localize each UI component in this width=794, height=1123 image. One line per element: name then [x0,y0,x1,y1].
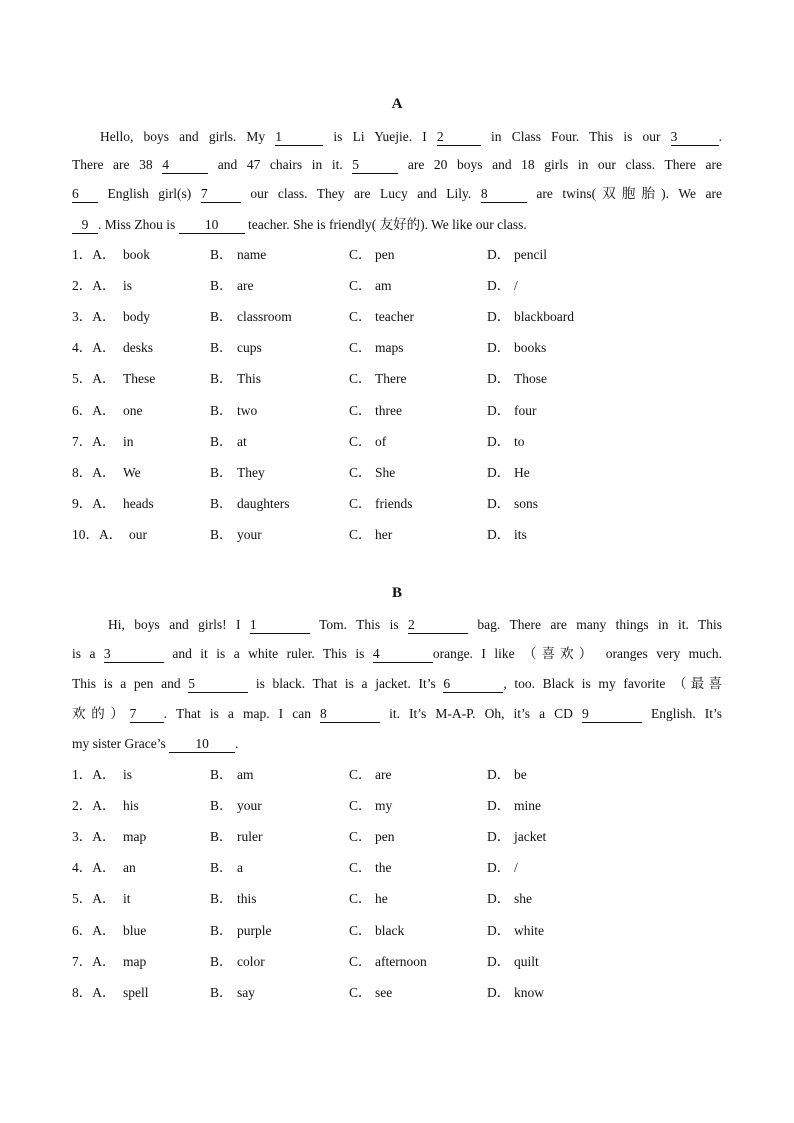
passage-text: teacher. She is friendly( 友好的). We like our class. [244,217,527,232]
option-d[interactable]: He [514,464,530,480]
option-a[interactable]: We [123,464,141,480]
option-d-letter: D． [487,340,511,356]
question-number: 8．A． [72,984,116,1000]
question-number: 5．A． [72,891,116,907]
option-b-letter: B． [210,340,233,356]
passage-text: . [235,736,239,751]
answer-blank[interactable]: 8 [320,706,380,723]
option-c[interactable]: pen [375,247,395,262]
passage-text: Hello, boys and girls. My [100,129,276,144]
answer-blank[interactable]: 4 [373,646,433,663]
passage-line [72,614,722,636]
option-b[interactable]: am [237,767,254,782]
option-c-letter: C． [349,860,372,876]
option-d[interactable]: its [514,526,527,542]
option-a[interactable]: our [129,526,147,542]
option-c-letter: C． [349,829,372,845]
answer-blank[interactable]: 7 [130,706,164,723]
question-number: 3．A． [72,309,116,325]
passage-text: are twins(双胞胎). We are [526,186,722,201]
answer-blank[interactable]: 7 [201,186,241,203]
question-row [0,338,794,358]
option-c-letter: C． [349,984,372,1000]
option-a[interactable]: desks [123,340,153,356]
question-number: 2．A． [72,798,116,814]
question-number: 4．A． [72,340,116,356]
passage-text: it. It’s M-A-P. Oh, it’s a CD [380,706,582,721]
answer-blank[interactable]: 4 [162,157,208,174]
passage-line [72,703,722,725]
passage-text: are 20 boys and 18 girls in our class. There are [398,157,722,172]
passage-text: and 47 chairs in it. [208,157,353,172]
answer-blank[interactable]: 6 [443,676,503,693]
option-c-letter: C． [349,433,372,449]
option-d[interactable]: jacket [514,829,547,845]
question-row [0,983,794,1003]
option-c-letter: C． [349,767,372,782]
option-c-letter: C． [349,526,372,542]
option-d-letter: D． [487,767,511,782]
option-d[interactable]: she [514,891,532,907]
question-row [0,921,794,941]
question-number: 9．A． [72,495,116,511]
option-b-letter: B． [210,891,233,907]
option-c[interactable]: am [375,278,392,294]
option-c[interactable]: the [375,860,392,876]
option-a[interactable]: book [123,247,150,262]
option-c-letter: C． [349,922,372,938]
option-b-letter: B． [210,278,233,294]
passage-line [72,183,722,205]
answer-blank[interactable]: 2 [437,129,481,146]
option-c[interactable]: he [375,891,388,907]
question-number: 6．A． [72,402,116,418]
question-number: 4．A． [72,860,116,876]
question-number: 2．A． [72,278,116,294]
option-a[interactable]: map [123,953,147,969]
question-row [0,827,794,847]
passage-text: English. It’s [641,706,722,721]
option-d[interactable]: white [514,922,544,938]
answer-blank[interactable]: 5 [188,676,248,693]
answer-blank[interactable]: 3 [104,646,164,663]
option-b-letter: B． [210,798,233,814]
option-b[interactable]: color [237,953,265,969]
option-d-letter: D． [487,309,511,325]
answer-blank[interactable]: 1 [250,617,310,634]
passage-text: Tom. This is [309,617,409,632]
option-a[interactable]: map [123,829,147,845]
question-number: 7．A． [72,953,116,969]
option-a[interactable]: one [123,402,143,418]
option-d[interactable]: Those [514,371,547,387]
question-row [0,432,794,452]
option-c[interactable]: teacher [375,309,414,325]
question-number: 6．A． [72,922,116,938]
option-c[interactable]: of [375,433,387,449]
option-a[interactable]: is [123,278,133,294]
passage-text: , too. Black is my favorite （最喜 [503,676,722,691]
option-b-letter: B． [210,829,233,845]
option-c[interactable]: There [375,371,407,387]
option-a[interactable]: These [123,371,156,387]
option-b[interactable]: ruler [237,829,263,845]
section-a-title: A [391,96,403,112]
option-d-letter: D． [487,798,511,814]
option-c-letter: C． [349,340,372,356]
option-a[interactable]: his [123,798,139,814]
option-d-letter: D． [487,984,511,1000]
question-row [0,765,794,785]
question-row [0,494,794,514]
option-a[interactable]: an [123,860,136,876]
option-c[interactable]: friends [375,495,413,511]
question-row [0,463,794,483]
option-d[interactable]: books [514,340,547,356]
option-b-letter: B． [210,984,233,1000]
question-row [0,796,794,816]
option-b-letter: B． [210,526,233,542]
option-d[interactable]: blackboard [514,309,574,325]
passage-text: Hi, boys and girls! I [108,617,250,632]
question-row [0,307,794,327]
option-a[interactable]: spell [123,984,149,1000]
passage-text: English girl(s) [98,186,201,201]
passage-text: in Class Four. This is our [480,129,671,144]
passage-text: is black. That is a jacket. It’s [248,676,444,691]
passage-text: 欢的） [72,706,130,721]
option-c-letter: C． [349,402,372,418]
question-row [0,245,794,265]
option-b-letter: B． [210,309,233,325]
passage-line [72,643,722,665]
question-number: 7．A． [72,433,116,449]
option-d[interactable]: be [514,767,527,782]
option-b[interactable]: daughters [237,495,290,511]
passage-text: . Miss Zhou is [98,217,179,232]
question-row [0,369,794,389]
option-c[interactable]: see [375,984,393,1000]
option-c[interactable]: her [375,526,393,542]
option-c-letter: C． [349,798,372,814]
question-number: 8．A． [72,464,116,480]
answer-blank[interactable]: 5 [352,157,398,174]
option-c[interactable]: afternoon [375,953,427,969]
option-d-letter: D． [487,402,511,418]
option-d-letter: D． [487,464,511,480]
passage-text: This is a pen and [72,676,189,691]
option-b[interactable]: This [237,371,262,387]
option-b-letter: B． [210,922,233,938]
option-a[interactable]: is [123,767,133,782]
passage-text: and it is a white ruler. This is [163,646,373,661]
question-row [0,952,794,972]
option-b-letter: B． [210,464,233,480]
option-c-letter: C． [349,495,372,511]
option-b[interactable]: purple [237,922,272,938]
option-c[interactable]: three [375,402,402,418]
option-c[interactable]: maps [375,340,404,356]
question-number: 1．A． [72,767,116,782]
passage-text: . That is a map. I can [163,706,321,721]
option-a[interactable]: in [123,433,134,449]
passage-text: orange. I like （喜欢） oranges very much. [432,646,723,661]
answer-blank[interactable]: 8 [481,186,527,203]
option-d-letter: D． [487,922,511,938]
option-d[interactable]: sons [514,495,539,511]
option-b[interactable]: are [237,278,254,294]
option-d[interactable]: to [514,433,525,449]
option-b[interactable]: classroom [237,309,292,325]
answer-blank[interactable]: 10 [179,217,245,234]
option-b[interactable]: two [237,402,258,418]
option-b[interactable]: this [237,891,257,907]
answer-blank[interactable]: 9 [582,706,642,723]
question-number: 1．A． [72,247,116,262]
question-number: 3．A． [72,829,116,845]
passage-text: is a [72,646,104,661]
question-row [0,858,794,878]
answer-blank[interactable]: 6 [72,186,98,203]
option-b[interactable]: at [237,433,247,449]
option-b[interactable]: a [237,860,243,876]
option-d-letter: D． [487,433,511,449]
question-row [0,276,794,296]
passage-line [72,673,722,695]
option-c[interactable]: She [375,464,396,480]
section-b-title: B [391,585,402,601]
option-c-letter: C． [349,309,372,325]
answer-blank[interactable]: 10 [169,736,235,753]
option-b[interactable]: cups [237,340,262,356]
option-b-letter: B． [210,433,233,449]
passage-text: my sister Grace’s [72,736,170,751]
option-c-letter: C． [349,247,372,262]
option-d-letter: D． [487,495,511,511]
option-b[interactable]: name [237,247,267,262]
passage-line [72,214,722,236]
passage-line [72,154,722,176]
option-d[interactable]: / [514,278,518,294]
option-d-letter: D． [487,247,511,262]
option-c-letter: C． [349,464,372,480]
option-b-letter: B． [210,495,233,511]
option-d-letter: D． [487,829,511,845]
question-number: 10．A． [72,526,123,542]
answer-blank[interactable]: 1 [275,129,323,146]
option-a[interactable]: body [123,309,150,325]
option-d-letter: D． [487,860,511,876]
option-d-letter: D． [487,371,511,387]
option-b-letter: B． [210,371,233,387]
option-a[interactable]: blue [123,922,147,938]
option-c[interactable]: pen [375,829,395,845]
option-b-letter: B． [210,860,233,876]
question-row [0,525,794,545]
option-b-letter: B． [210,402,233,418]
option-c-letter: C． [349,371,372,387]
answer-blank[interactable]: 9 [72,217,98,234]
option-d-letter: D． [487,278,511,294]
passage-text: bag. There are many things in it. This [468,617,722,632]
passage-text: our class. They are Lucy and Lily. [240,186,481,201]
option-b-letter: B． [210,247,233,262]
question-row [0,889,794,909]
passage-text: . [718,129,723,144]
option-d-letter: D． [487,891,511,907]
option-c-letter: C． [349,891,372,907]
passage-text: There are 38 [72,157,163,172]
answer-blank[interactable]: 2 [408,617,468,634]
option-c[interactable]: my [375,798,393,814]
option-d[interactable]: know [514,984,544,1000]
option-b[interactable]: your [237,526,262,542]
option-d[interactable]: quilt [514,953,539,969]
option-c-letter: C． [349,278,372,294]
answer-blank[interactable]: 3 [671,129,719,146]
option-b-letter: B． [210,953,233,969]
option-b[interactable]: say [237,984,255,1000]
option-d[interactable]: four [514,402,537,418]
option-c-letter: C． [349,953,372,969]
option-b[interactable]: your [237,798,262,814]
option-c[interactable]: black [375,922,405,938]
option-d[interactable]: mine [514,798,541,814]
option-d[interactable]: pencil [514,247,547,262]
passage-text: is Li Yuejie. I [323,129,437,144]
option-d-letter: D． [487,953,511,969]
option-d-letter: D． [487,526,511,542]
option-a[interactable]: it [123,891,131,907]
option-a[interactable]: heads [123,495,154,511]
option-d[interactable]: / [514,860,518,876]
option-c[interactable]: are [375,767,392,782]
passage-line [72,126,722,148]
passage-line [72,733,722,755]
question-number: 5．A． [72,371,116,387]
question-row [0,401,794,421]
option-b-letter: B． [210,767,233,782]
option-b[interactable]: They [237,464,265,480]
